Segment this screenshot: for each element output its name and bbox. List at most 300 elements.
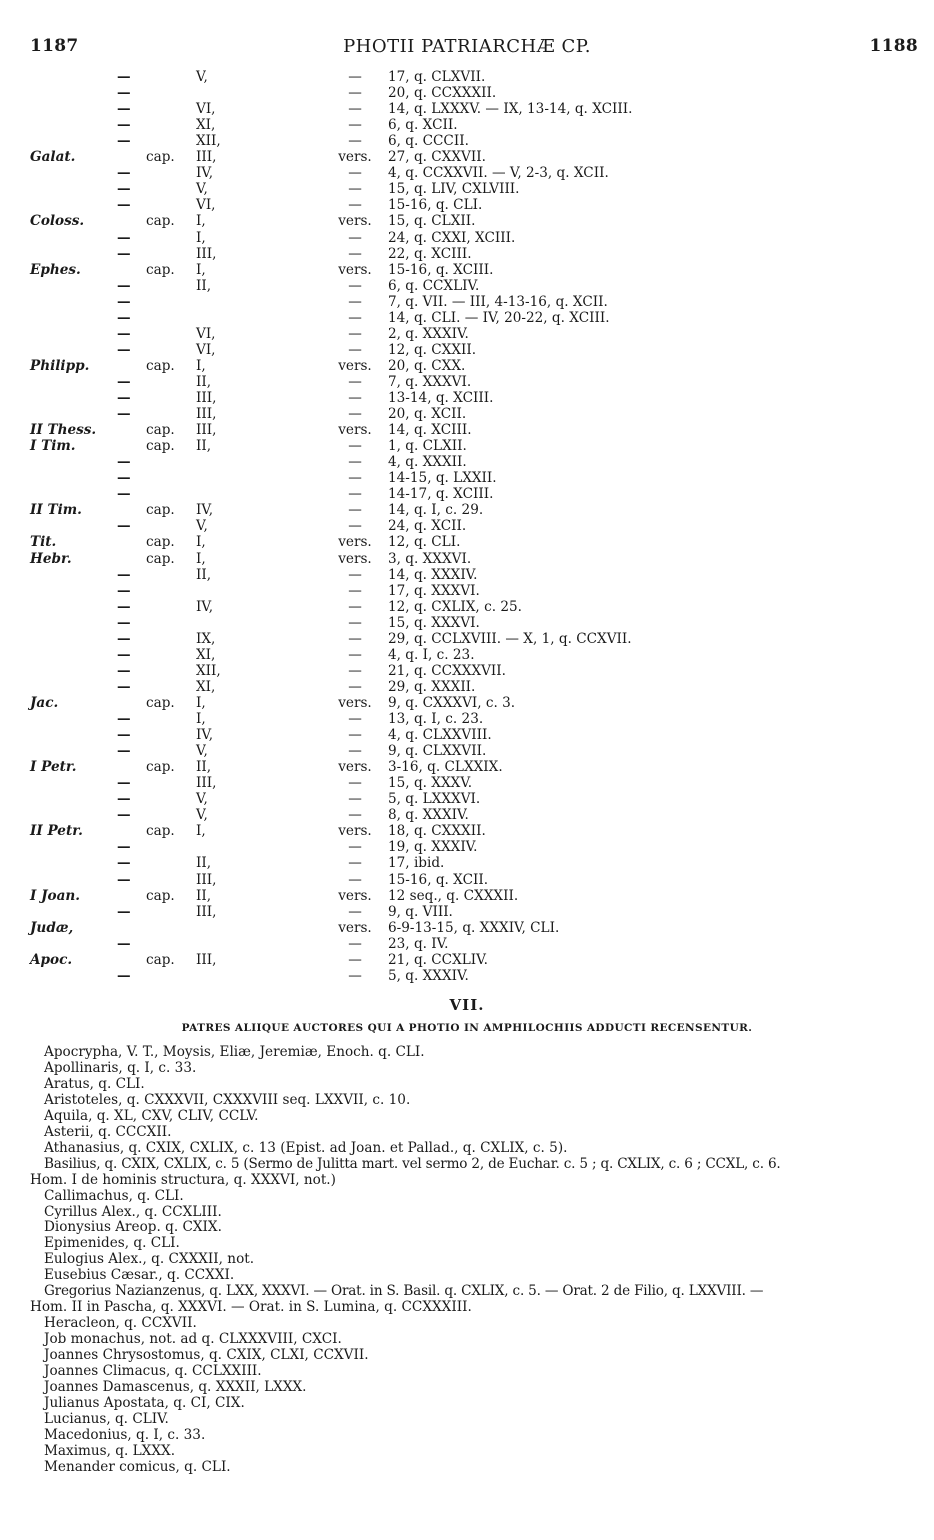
question-reference: 3-16, q. CLXXIX. [388, 759, 503, 776]
chapter-number: I, [196, 711, 206, 727]
chapter-number: IV, [196, 727, 214, 744]
question-reference: 15, q. CLXII. [388, 213, 476, 230]
vers-label: vers. [338, 213, 372, 230]
question-reference: 19, q. XXXIV. [388, 839, 478, 856]
index-row [0, 711, 934, 727]
question-reference: 8, q. XXXIV. [388, 807, 469, 824]
index-row [0, 695, 934, 711]
index-row [0, 615, 934, 631]
author-entry: Epimenides, q. CLI. [44, 1235, 180, 1252]
question-reference: 12, q. CXXII. [388, 341, 477, 358]
index-row [0, 807, 934, 823]
vers-label: — [348, 133, 362, 150]
author-entry: Eusebius Cæsar., q. CCXXI. [44, 1267, 235, 1284]
index-row [0, 583, 934, 599]
index-row [0, 936, 934, 952]
question-reference: 22, q. XCIII. [388, 245, 472, 262]
ditto-dash: — [117, 871, 131, 888]
index-row [0, 775, 934, 791]
index-row [0, 663, 934, 679]
question-reference: 5, q. LXXXVI. [388, 791, 481, 808]
chapter-number: III, [196, 871, 217, 888]
ditto-dash: — [117, 791, 131, 808]
vers-label: — [348, 727, 362, 744]
index-row [0, 791, 934, 807]
question-reference: 7, q. VII. — III, 4-13-16, q. XCII. [388, 293, 608, 310]
vers-label: — [348, 229, 362, 246]
chapter-number: II, [196, 855, 212, 872]
ditto-dash: — [117, 598, 131, 615]
question-reference: 7, q. XXXVI. [388, 373, 472, 390]
vers-label: — [348, 711, 362, 727]
ditto-dash: — [117, 727, 131, 744]
cap-label: cap. [146, 694, 175, 711]
index-row [0, 149, 934, 165]
index-row [0, 823, 934, 839]
question-reference: 14, q. I, c. 29. [388, 502, 484, 519]
vers-label: — [348, 309, 362, 326]
question-reference: 4, q. CLXXVIII. [388, 727, 492, 744]
chapter-number: I, [196, 694, 206, 711]
chapter-number: V, [196, 181, 208, 198]
author-entry: Joannes Damascenus, q. XXXII, LXXX. [44, 1378, 307, 1395]
author-entry: Gregorius Nazianzenus, q. LXX, XXXVI. — Orat. in S. Basil. q. CXLIX, c. 5. — Orat. 2 de Filio, q. LXXVIII. — [44, 1283, 764, 1300]
chapter-number: V, [196, 518, 208, 535]
vers-label: — [348, 967, 362, 984]
vers-label: — [348, 197, 362, 214]
question-reference: 14, q. XCIII. [388, 422, 472, 439]
index-row [0, 855, 934, 871]
section-number: VII. [449, 996, 485, 1014]
vers-label: — [348, 903, 362, 920]
index-row [0, 872, 934, 888]
author-entry: Job monachus, not. ad q. CLXXXVIII, CXCI. [44, 1331, 342, 1348]
vers-label: vers. [338, 759, 372, 776]
book-name: Tit. [30, 534, 57, 551]
index-row [0, 230, 934, 246]
chapter-number: V, [196, 743, 208, 760]
ditto-dash: — [117, 165, 131, 182]
book-name: Ephes. [30, 261, 81, 278]
question-reference: 17, ibid. [388, 855, 445, 872]
question-reference: 5, q. XXXIV. [388, 967, 469, 984]
index-row [0, 839, 934, 855]
chapter-number: IX, [196, 630, 216, 647]
vers-label: vers. [338, 149, 372, 166]
chapter-number: III, [196, 903, 217, 920]
book-name: Coloss. [30, 213, 85, 230]
book-name: Judæ, [30, 919, 74, 936]
question-reference: 20, q. XCII. [388, 406, 467, 423]
question-reference: 12, q. CXLIX, c. 25. [388, 598, 522, 615]
question-reference: 15, q. XXXV. [388, 775, 473, 792]
vers-label: — [348, 341, 362, 358]
index-row [0, 422, 934, 438]
vers-label: — [348, 662, 362, 679]
author-entry: Julianus Apostata, q. CI, CIX. [44, 1394, 245, 1411]
index-row [0, 310, 934, 326]
ditto-dash: — [117, 903, 131, 920]
book-name: I Petr. [30, 759, 77, 776]
question-reference: 1, q. CLXII. [388, 438, 467, 455]
question-reference: 6, q. CCXLIV. [388, 277, 480, 294]
index-row [0, 101, 934, 117]
chapter-number: XII, [196, 133, 221, 150]
book-name: Hebr. [30, 550, 72, 567]
vers-label: — [348, 101, 362, 118]
book-name: II Thess. [30, 422, 97, 439]
chapter-number: I, [196, 823, 206, 840]
question-reference: 12 seq., q. CXXXII. [388, 887, 519, 904]
index-row [0, 246, 934, 262]
index-row [0, 888, 934, 904]
book-name: Galat. [30, 149, 76, 166]
question-reference: 4, q. I, c. 23. [388, 646, 475, 663]
index-row [0, 759, 934, 775]
chapter-number: III, [196, 390, 217, 406]
ditto-dash: — [117, 101, 131, 118]
vers-label: — [348, 518, 362, 535]
ditto-dash: — [117, 807, 131, 824]
chapter-number: XI, [196, 646, 216, 663]
vers-label: — [348, 951, 362, 968]
cap-label: cap. [146, 438, 175, 455]
author-entry: Cyrillus Alex., q. CCXLIII. [44, 1203, 222, 1220]
question-reference: 15-16, q. XCIII. [388, 261, 494, 278]
question-reference: 13-14, q. XCIII. [388, 390, 494, 406]
question-reference: 4, q. XXXII. [388, 454, 467, 471]
index-row [0, 518, 934, 534]
index-row [0, 599, 934, 615]
author-entry: Asterii, q. CCCXII. [44, 1123, 172, 1140]
chapter-number: V, [196, 69, 208, 85]
author-entry: Apollinaris, q. I, c. 33. [44, 1059, 197, 1076]
vers-label: vers. [338, 694, 372, 711]
book-name: Apoc. [30, 951, 73, 968]
vers-label: — [348, 582, 362, 599]
cap-label: cap. [146, 357, 175, 374]
chapter-number: III, [196, 149, 217, 166]
chapter-number: II, [196, 566, 212, 583]
vers-label: — [348, 325, 362, 342]
ditto-dash: — [117, 566, 131, 583]
vers-label: — [348, 117, 362, 134]
vers-label: — [348, 181, 362, 198]
cap-label: cap. [146, 213, 175, 230]
author-entry: Aratus, q. CLI. [44, 1075, 145, 1092]
vers-label: — [348, 598, 362, 615]
vers-label: — [348, 791, 362, 808]
index-row [0, 197, 934, 213]
column-number-left: 1187 [30, 36, 79, 56]
chapter-number: XII, [196, 662, 221, 679]
author-entry: Maximus, q. LXXX. [44, 1442, 176, 1459]
vers-label: — [348, 678, 362, 695]
vers-label: vers. [338, 887, 372, 904]
ditto-dash: — [117, 582, 131, 599]
index-row [0, 406, 934, 422]
vers-label: — [348, 406, 362, 423]
book-name: I Tim. [30, 438, 76, 455]
question-reference: 15, q. LIV, CXLVIII. [388, 181, 520, 198]
vers-label: vers. [338, 823, 372, 840]
ditto-dash: — [117, 470, 131, 487]
ditto-dash: — [117, 117, 131, 134]
cap-label: cap. [146, 550, 175, 567]
question-reference: 21, q. CCXXXVII. [388, 662, 506, 679]
chapter-number: II, [196, 277, 212, 294]
index-row [0, 454, 934, 470]
index-row [0, 486, 934, 502]
ditto-dash: — [117, 855, 131, 872]
chapter-number: III, [196, 422, 217, 439]
index-row [0, 117, 934, 133]
index-row [0, 743, 934, 759]
cap-label: cap. [146, 823, 175, 840]
vers-label: — [348, 390, 362, 406]
ditto-dash: — [117, 662, 131, 679]
index-row [0, 631, 934, 647]
author-entry: Macedonius, q. I, c. 33. [44, 1426, 206, 1443]
index-row [0, 390, 934, 406]
ditto-dash: — [117, 245, 131, 262]
author-entry: Hom. I de hominis structura, q. XXXVI, not.) [30, 1171, 336, 1188]
author-entry: Heracleon, q. CCXVII. [44, 1315, 197, 1332]
index-row [0, 69, 934, 85]
vers-label: — [348, 630, 362, 647]
question-reference: 29, q. CCLXVIII. — X, 1, q. CCXVII. [388, 630, 632, 647]
ditto-dash: — [117, 341, 131, 358]
vers-label: vers. [338, 261, 372, 278]
index-row [0, 358, 934, 374]
book-name: Jac. [30, 694, 59, 711]
chapter-number: I, [196, 261, 206, 278]
cap-label: cap. [146, 759, 175, 776]
book-name: I Joan. [30, 887, 81, 904]
vers-label: — [348, 807, 362, 824]
question-reference: 9, q. VIII. [388, 903, 453, 920]
chapter-number: II, [196, 373, 212, 390]
ditto-dash: — [117, 454, 131, 471]
question-reference: 20, q. CXX. [388, 357, 466, 374]
index-row [0, 85, 934, 101]
author-entry: Hom. II in Pascha, q. XXXVI. — Orat. in S. Lumina, q. CCXXXIII. [30, 1299, 472, 1316]
author-entry: Basilius, q. CXIX, CXLIX, c. 5 (Sermo de Julitta mart. vel sermo 2, de Euchar. c. 5 ; q. CXLIX, c. 6 ; CCXL, c. 6. [44, 1155, 781, 1172]
vers-label: vers. [338, 357, 372, 374]
question-reference: 14-15, q. LXXII. [388, 470, 497, 487]
chapter-number: VI, [196, 325, 216, 342]
chapter-number: V, [196, 807, 208, 824]
vers-label: — [348, 502, 362, 519]
running-title: PHOTII PATRIARCHÆ CP. [343, 36, 591, 57]
question-reference: 14, q. CLI. — IV, 20-22, q. XCIII. [388, 309, 610, 326]
index-row [0, 165, 934, 181]
author-entry: Aristoteles, q. CXXXVII, CXXXVIII seq. LXXVII, c. 10. [44, 1091, 411, 1108]
cap-label: cap. [146, 887, 175, 904]
ditto-dash: — [117, 935, 131, 952]
question-reference: 15-16, q. CLI. [388, 197, 483, 214]
question-reference: 29, q. XXXII. [388, 678, 476, 695]
ditto-dash: — [117, 69, 131, 85]
question-reference: 24, q. XCII. [388, 518, 467, 535]
author-entry: Menander comicus, q. CLI. [44, 1458, 231, 1475]
chapter-number: III, [196, 245, 217, 262]
ditto-dash: — [117, 678, 131, 695]
chapter-number: II, [196, 438, 212, 455]
ditto-dash: — [117, 967, 131, 984]
vers-label: — [348, 566, 362, 583]
vers-label: — [348, 85, 362, 102]
book-name: II Tim. [30, 502, 82, 519]
index-row [0, 262, 934, 278]
index-row [0, 294, 934, 310]
question-reference: 9, q. CXXXVI, c. 3. [388, 694, 516, 711]
question-reference: 15-16, q. XCII. [388, 871, 489, 888]
question-reference: 4, q. CCXXVII. — V, 2-3, q. XCII. [388, 165, 609, 182]
ditto-dash: — [117, 309, 131, 326]
ditto-dash: — [117, 133, 131, 150]
author-entry: Dionysius Areop. q. CXIX. [44, 1219, 222, 1236]
author-entry: Joannes Climacus, q. CCLXXIII. [44, 1363, 262, 1379]
index-row [0, 534, 934, 550]
index-row [0, 727, 934, 743]
question-reference: 15, q. XXXVI. [388, 614, 480, 631]
question-reference: 12, q. CLI. [388, 534, 461, 551]
question-reference: 14, q. XXXIV. [388, 566, 478, 583]
index-row [0, 952, 934, 968]
vers-label: — [348, 775, 362, 792]
question-reference: 13, q. I, c. 23. [388, 711, 484, 727]
vers-label: — [348, 245, 362, 262]
section-heading: PATRES ALIIQUE AUCTORES QUI A PHOTIO IN AMPHILOCHIIS ADDUCTI RECENSENTUR. [181, 1022, 753, 1034]
cap-label: cap. [146, 422, 175, 439]
index-row [0, 326, 934, 342]
ditto-dash: — [117, 277, 131, 294]
vers-label: — [348, 293, 362, 310]
index-row [0, 374, 934, 390]
index-row [0, 438, 934, 454]
vers-label: — [348, 743, 362, 760]
question-reference: 6-9-13-15, q. XXXIV, CLI. [388, 919, 560, 936]
author-entry: Lucianus, q. CLIV. [44, 1410, 169, 1427]
vers-label: — [348, 935, 362, 952]
index-row [0, 968, 934, 984]
chapter-number: II, [196, 759, 212, 776]
question-reference: 6, q. CCCII. [388, 133, 469, 150]
chapter-number: I, [196, 357, 206, 374]
chapter-number: V, [196, 791, 208, 808]
vers-label: — [348, 614, 362, 631]
author-entry: Apocrypha, V. T., Moysis, Eliæ, Jeremiæ, Enoch. q. CLI. [44, 1044, 425, 1060]
question-reference: 17, q. XXXVI. [388, 582, 480, 599]
cap-label: cap. [146, 951, 175, 968]
author-entry: Athanasius, q. CXIX, CXLIX, c. 13 (Epist. ad Joan. et Pallad., q. CXLIX, c. 5). [44, 1139, 568, 1156]
column-number-right: 1188 [869, 36, 918, 56]
question-reference: 27, q. CXXVII. [388, 149, 486, 166]
chapter-number: I, [196, 550, 206, 567]
vers-label: — [348, 373, 362, 390]
chapter-number: III, [196, 406, 217, 423]
index-row [0, 342, 934, 358]
ditto-dash: — [117, 406, 131, 423]
cap-label: cap. [146, 534, 175, 551]
chapter-number: VI, [196, 101, 216, 118]
cap-label: cap. [146, 261, 175, 278]
index-row [0, 551, 934, 567]
author-entry: Callimachus, q. CLI. [44, 1187, 184, 1204]
vers-label: — [348, 871, 362, 888]
vers-label: — [348, 839, 362, 856]
question-reference: 9, q. CLXXVII. [388, 743, 487, 760]
chapter-number: I, [196, 213, 206, 230]
index-row [0, 470, 934, 486]
book-name: II Petr. [30, 823, 83, 840]
chapter-number: IV, [196, 598, 214, 615]
question-reference: 18, q. CXXXII. [388, 823, 486, 840]
index-row [0, 647, 934, 663]
question-reference: 14, q. LXXXV. — IX, 13-14, q. XCIII. [388, 101, 633, 118]
chapter-number: II, [196, 887, 212, 904]
chapter-number: I, [196, 229, 206, 246]
index-row [0, 278, 934, 294]
ditto-dash: — [117, 711, 131, 727]
question-reference: 3, q. XXXVI. [388, 550, 472, 567]
index-row [0, 920, 934, 936]
ditto-dash: — [117, 518, 131, 535]
index-row [0, 904, 934, 920]
cap-label: cap. [146, 502, 175, 519]
ditto-dash: — [117, 325, 131, 342]
chapter-number: I, [196, 534, 206, 551]
index-row [0, 567, 934, 583]
vers-label: — [348, 646, 362, 663]
index-row [0, 679, 934, 695]
ditto-dash: — [117, 293, 131, 310]
question-reference: 17, q. CLXVII. [388, 69, 486, 85]
index-row [0, 133, 934, 149]
question-reference: 2, q. XXXIV. [388, 325, 469, 342]
ditto-dash: — [117, 229, 131, 246]
ditto-dash: — [117, 486, 131, 503]
book-name: Philipp. [30, 357, 90, 374]
chapter-number: XI, [196, 678, 216, 695]
vers-label: — [348, 470, 362, 487]
chapter-number: XI, [196, 117, 216, 134]
vers-label: vers. [338, 919, 372, 936]
ditto-dash: — [117, 181, 131, 198]
chapter-number: IV, [196, 165, 214, 182]
question-reference: 20, q. CCXXXII. [388, 85, 497, 102]
vers-label: — [348, 454, 362, 471]
vers-label: — [348, 277, 362, 294]
question-reference: 6, q. XCII. [388, 117, 458, 134]
ditto-dash: — [117, 85, 131, 102]
author-entry: Eulogius Alex., q. CXXXII, not. [44, 1251, 255, 1268]
vers-label: vers. [338, 550, 372, 567]
ditto-dash: — [117, 630, 131, 647]
chapter-number: III, [196, 951, 217, 968]
question-reference: 21, q. CCXLIV. [388, 951, 488, 968]
chapter-number: III, [196, 775, 217, 792]
vers-label: — [348, 69, 362, 85]
chapter-number: VI, [196, 197, 216, 214]
ditto-dash: — [117, 646, 131, 663]
author-entry: Joannes Chrysostomus, q. CXIX, CLXI, CCXVII. [44, 1347, 369, 1364]
question-reference: 14-17, q. XCIII. [388, 486, 494, 503]
index-row [0, 181, 934, 197]
ditto-dash: — [117, 839, 131, 856]
index-row [0, 213, 934, 229]
